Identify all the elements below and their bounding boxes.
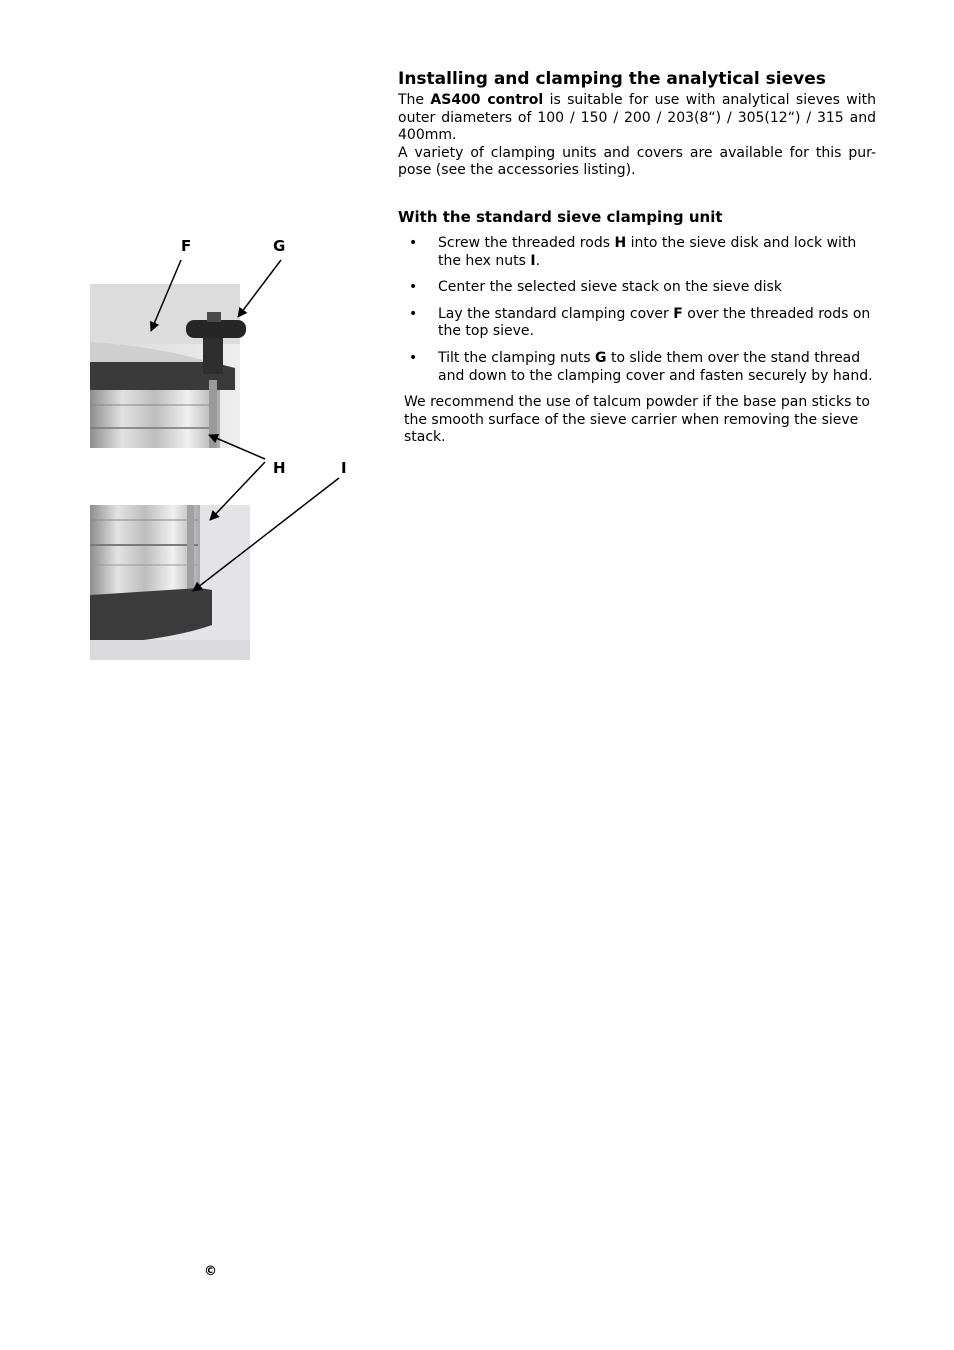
bullet-icon: • bbox=[409, 234, 418, 251]
item-text: over the threaded rods on the top sieve. bbox=[438, 305, 871, 340]
item-ref: G bbox=[595, 349, 607, 366]
intro-text: is suitable for use with analytical sieves with outer diameters of 100 / 150 / 200 / 203(8“) / 305(12“) / 315 and 400mm. bbox=[398, 92, 876, 144]
note-paragraph: We recommend the use of talcum powder if the base pan sticks to the smooth surface of the sieve carrier when removing the sieve stack. bbox=[404, 394, 870, 446]
callout-label-h: H bbox=[273, 459, 286, 477]
list-item bbox=[398, 235, 876, 270]
intro-paragraph-2: A variety of clamping units and covers are available for this pur-pose (see the accessories listing). bbox=[398, 144, 876, 179]
item-ref: I bbox=[530, 252, 536, 269]
bullet-icon: • bbox=[409, 305, 418, 322]
callout-label-g: G bbox=[273, 237, 286, 255]
item-text: Lay the standard clamping cover bbox=[438, 305, 674, 322]
callout-label-f: F bbox=[181, 237, 192, 255]
bullet-icon: • bbox=[409, 349, 418, 366]
item-ref: F bbox=[673, 305, 683, 322]
product-name: AS400 control bbox=[430, 92, 544, 108]
instruction-list bbox=[398, 235, 876, 385]
item-text: to slide them over the stand thread and down to the clamping cover and fasten securely by hand. bbox=[438, 349, 873, 384]
top-photo bbox=[90, 284, 246, 448]
intro-text: The bbox=[398, 92, 431, 108]
bullet-icon: • bbox=[409, 279, 418, 296]
bottom-photo bbox=[90, 505, 250, 660]
item-text: . bbox=[535, 252, 541, 269]
list-item bbox=[398, 350, 876, 385]
sieve-clamping-figure bbox=[88, 230, 368, 670]
text-column bbox=[398, 68, 876, 447]
callout-label-i: I bbox=[341, 459, 347, 477]
item-text: Tilt the clamping nuts bbox=[438, 349, 596, 366]
list-item bbox=[398, 279, 876, 297]
item-text: Center the selected sieve stack on the sieve disk bbox=[438, 279, 782, 296]
copyright-symbol: © bbox=[204, 1264, 217, 1279]
item-text: Screw the threaded rods bbox=[438, 234, 615, 251]
list-item bbox=[398, 306, 876, 341]
item-text: into the sieve disk and lock with the hex nuts bbox=[438, 234, 857, 269]
intro-paragraph-1 bbox=[398, 92, 876, 145]
section-heading: Installing and clamping the analytical sieves bbox=[398, 69, 826, 89]
subheading: With the standard sieve clamping unit bbox=[398, 207, 723, 226]
item-ref: H bbox=[614, 234, 627, 251]
